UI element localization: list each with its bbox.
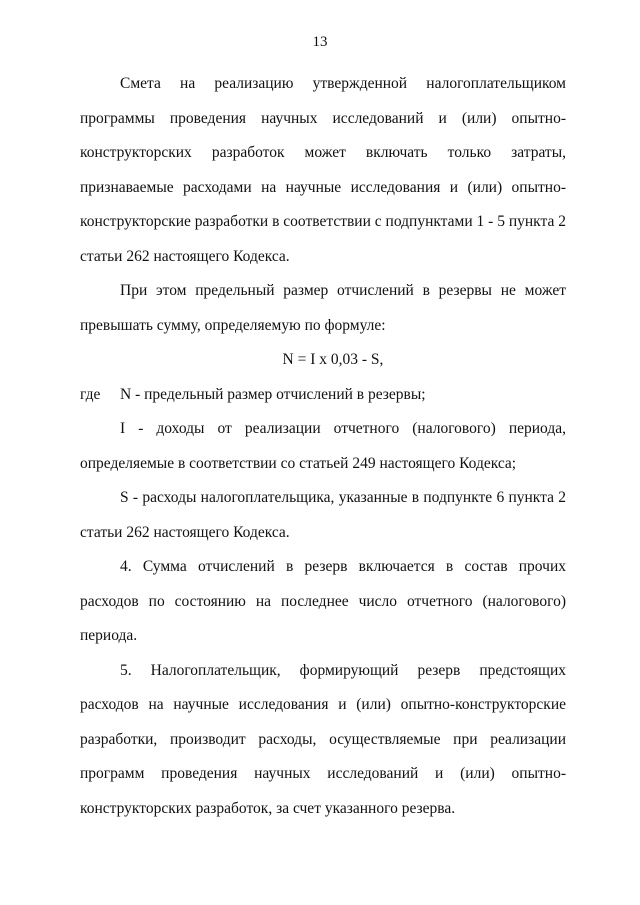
where-word: где (80, 385, 101, 403)
document-body (80, 67, 566, 826)
paragraph-item-4: 4. Сумма отчислений в резерв включается в состав прочих расходов по состоянию на последнее число отчетного (налогового) периода. (80, 558, 566, 644)
page-number: 13 (312, 34, 328, 50)
definition-n-text: N - предельный размер отчислений в резервы; (120, 385, 426, 403)
paragraph-estimate: Смета на реализацию утвержденной налогоплательщиком программы проведения научных исследований и (или) опытно-конструкторских разработок может включать только затраты, признаваемые расходами на научные исследования и (или) опытно-конструкторские разработки в соответствии с подпунктами 1 - 5 пункта 2 статьи 262 настоящего Кодекса. (80, 75, 566, 265)
definition-s: S - расходы налогоплательщика, указанные в подпункте 6 пункта 2 статьи 262 настоящего Кодекса. (80, 489, 566, 541)
definition-n (80, 378, 566, 413)
formula: N = I x 0,03 - S, (282, 351, 384, 368)
paragraph-limit: При этом предельный размер отчислений в резервы не может превышать сумму, определяемую по формуле: (80, 282, 566, 334)
definition-i: I - доходы от реализации отчетного (налогового) периода, определяемые в соответствии со статьей 249 настоящего Кодекса; (80, 420, 566, 472)
paragraph-item-5: 5. Налогоплательщик, формирующий резерв предстоящих расходов на научные исследования и (или) опытно-конструкторские разработки, производит расходы, осуществляемые при реализации программ проведения научных исследований и (или) опытно-конструкторских разработок, за счет указанного резерва. (80, 661, 566, 817)
